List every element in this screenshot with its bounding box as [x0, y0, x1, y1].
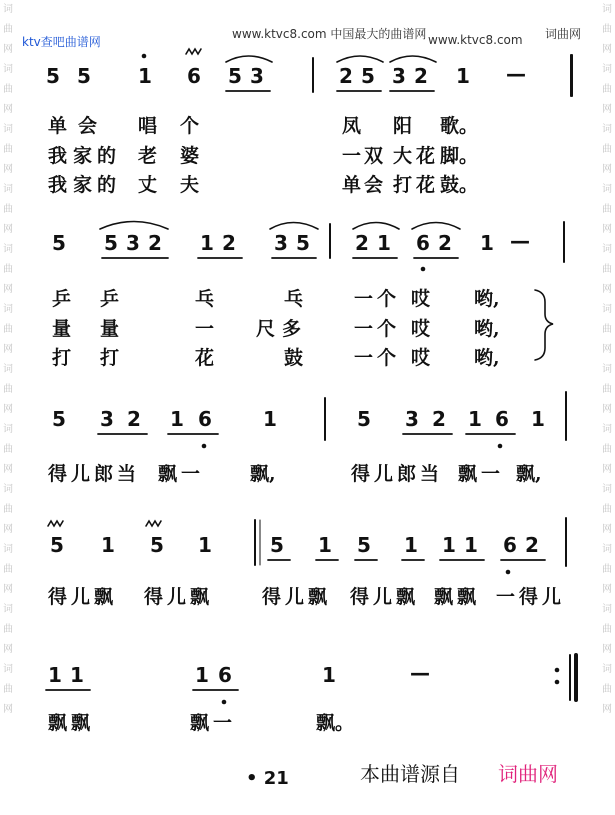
watermark-side-char: 词	[602, 64, 612, 75]
lyric: 一	[342, 145, 362, 167]
page-number: • 21	[246, 768, 289, 789]
watermark-side-char: 曲	[3, 504, 13, 515]
watermark-side-char: 词	[602, 4, 612, 15]
lyric: 哎	[411, 288, 431, 310]
dash: —	[506, 62, 526, 86]
watermark-side-char: 网	[602, 164, 612, 175]
watermark-side-char: 词	[3, 64, 13, 75]
note: 1	[48, 663, 62, 687]
lyric: 当	[420, 463, 440, 485]
note: 1	[195, 663, 209, 687]
watermark-side-char: 曲	[3, 564, 13, 575]
watermark-side-char: 网	[602, 584, 612, 595]
lyric: 的	[97, 174, 117, 196]
watermark-side-char: 曲	[3, 204, 13, 215]
lyric: 一	[481, 463, 501, 485]
watermark-side-char: 网	[3, 404, 13, 415]
watermark-top-right-label: 词曲网	[545, 27, 582, 41]
watermark-side-char: 词	[3, 244, 13, 255]
lyric: 飘	[457, 586, 477, 608]
note: 1	[404, 533, 418, 557]
lyric: 打	[100, 347, 120, 369]
lyric: 单	[342, 174, 362, 196]
lyric: 儿	[542, 586, 562, 608]
watermark-side-char: 网	[602, 464, 612, 475]
lyric: 飘。	[316, 712, 355, 734]
note: 3	[100, 407, 114, 431]
lyric: 乓	[195, 288, 215, 310]
watermark-side-char: 词	[3, 184, 13, 195]
watermark-side-char: 词	[602, 664, 612, 675]
note: 5	[150, 533, 164, 557]
lyric: 我	[48, 145, 68, 167]
watermark-side-char: 曲	[3, 24, 13, 35]
note: 1	[70, 663, 84, 687]
lyric: 家	[73, 145, 93, 167]
watermark-side-char: 词	[3, 664, 13, 675]
watermark-side-char: 词	[3, 424, 13, 435]
lyric: 夫	[180, 174, 200, 196]
lyric: 多	[282, 318, 302, 340]
watermark-side-char: 曲	[3, 684, 13, 695]
source-credit-prefix: 本曲谱源自	[360, 762, 460, 786]
note: 1	[531, 407, 545, 431]
watermark-side-char: 词	[3, 304, 13, 315]
lyric-brace	[535, 290, 553, 360]
note: 1	[442, 533, 456, 557]
lyric: 乒	[100, 288, 120, 310]
watermark-top-right-url: www.ktvc8.com	[428, 33, 523, 47]
watermark-side-char: 词	[602, 244, 612, 255]
watermark-side-char: 词	[3, 544, 13, 555]
watermark-side-char: 曲	[602, 444, 612, 455]
watermark-side-char: 网	[3, 524, 13, 535]
lyric: 凤	[342, 115, 362, 137]
lyric: 飘	[158, 463, 178, 485]
note: 5	[46, 64, 60, 88]
watermark-side-char: 网	[602, 224, 612, 235]
note: 2	[355, 231, 369, 255]
ornament-marks	[48, 49, 201, 526]
watermark-side-char: 词	[602, 604, 612, 615]
note: 5	[270, 533, 284, 557]
note: 1	[480, 231, 494, 255]
lyric: 的	[97, 145, 117, 167]
lyric: 一	[496, 586, 516, 608]
lyric: 飘	[308, 586, 328, 608]
watermark-side-char: 词	[602, 364, 612, 375]
lyric: 脚。	[440, 145, 479, 167]
lyric: 花	[195, 347, 215, 369]
watermark-side-char: 词	[602, 124, 612, 135]
note: 5	[77, 64, 91, 88]
watermark-side-char: 网	[602, 404, 612, 415]
note: 6	[495, 407, 509, 431]
note: 3	[274, 231, 288, 255]
note: 1	[464, 533, 478, 557]
note: 1	[318, 533, 332, 557]
lyric: 儿	[71, 463, 91, 485]
note: 1	[198, 533, 212, 557]
lyric: 鼓。	[440, 174, 479, 196]
lyric: 飘,	[516, 463, 542, 485]
lyric: 会	[364, 174, 384, 196]
watermark-side-char: 网	[602, 524, 612, 535]
lyric: 儿	[167, 586, 187, 608]
watermark-side-char: 曲	[3, 84, 13, 95]
lyric: 打	[52, 347, 72, 369]
watermark-side-char: 网	[3, 164, 13, 175]
watermark-side-char: 词	[3, 604, 13, 615]
octave-dots	[142, 54, 511, 705]
watermark-side-char: 曲	[3, 384, 13, 395]
lyric: 老	[138, 145, 158, 167]
note: 2	[525, 533, 539, 557]
lyric: 婆	[180, 145, 200, 167]
note: 5	[357, 533, 371, 557]
lyric: 乓	[284, 288, 304, 310]
watermark-side-char: 词	[3, 124, 13, 135]
lyric: 双	[364, 145, 384, 167]
lyric: 郎	[397, 463, 417, 485]
watermark-side-char: 网	[3, 104, 13, 115]
lyric: 哎	[411, 318, 431, 340]
watermark-side-char: 网	[3, 44, 13, 55]
lyric: 阳	[393, 115, 413, 137]
watermark-side-char: 网	[3, 644, 13, 655]
note: 1	[468, 407, 482, 431]
watermark-side-char: 网	[3, 464, 13, 475]
lyric: 一	[181, 463, 201, 485]
note: 6	[218, 663, 232, 687]
lyric: 飘	[396, 586, 416, 608]
watermark-side-char: 网	[602, 44, 612, 55]
note: 5	[361, 64, 375, 88]
lyric: 家	[73, 174, 93, 196]
note: 6	[198, 407, 212, 431]
lyric: 一	[354, 318, 374, 340]
lyric: 一	[213, 712, 233, 734]
watermark-side-char: 网	[3, 704, 13, 715]
lyric: 飘	[48, 712, 68, 734]
lyric: 儿	[373, 586, 393, 608]
note: 3	[405, 407, 419, 431]
note: 2	[438, 231, 452, 255]
lyric: 当	[117, 463, 137, 485]
note: 1	[456, 64, 470, 88]
watermark-side-char: 网	[602, 644, 612, 655]
note: 1	[322, 663, 336, 687]
watermark-side-char: 曲	[602, 24, 612, 35]
lyric: 量	[52, 318, 72, 340]
lyric: 儿	[374, 463, 394, 485]
note: 1	[170, 407, 184, 431]
watermark-side-char: 曲	[602, 384, 612, 395]
dash: —	[410, 661, 430, 685]
lyric: 我	[48, 174, 68, 196]
lyric: 得	[351, 463, 371, 485]
lyric: 花	[416, 174, 436, 196]
source-credit-site: 词曲网	[498, 762, 558, 786]
note: 5	[52, 407, 66, 431]
watermark-side-char: 词	[602, 304, 612, 315]
beam-lines	[46, 91, 545, 690]
lyric: 郎	[94, 463, 114, 485]
note: 2	[339, 64, 353, 88]
note: 3	[392, 64, 406, 88]
lyric: 飘	[94, 586, 114, 608]
note: 1	[263, 407, 277, 431]
note: 1	[138, 64, 152, 88]
note: 5	[357, 407, 371, 431]
watermark-side-char: 词	[602, 184, 612, 195]
watermark-side-char: 网	[3, 284, 13, 295]
lyric: 得	[262, 586, 282, 608]
lyric: 哟,	[474, 347, 500, 369]
barlines	[255, 55, 572, 700]
note: 5	[50, 533, 64, 557]
watermark-side-char: 词	[3, 4, 13, 15]
note: 2	[432, 407, 446, 431]
lyric: 丈	[138, 174, 158, 196]
note: 1	[377, 231, 391, 255]
lyric: 大	[393, 145, 413, 167]
watermark-side-char: 曲	[602, 504, 612, 515]
watermark-side-char: 曲	[602, 264, 612, 275]
lyric: 个	[377, 288, 397, 310]
lyric: 鼓	[284, 347, 304, 369]
watermark-side-char: 曲	[602, 564, 612, 575]
watermark-side-char: 曲	[3, 264, 13, 275]
lyric: 飘	[190, 712, 210, 734]
lyric: 一	[195, 318, 215, 340]
lyric: 量	[100, 318, 120, 340]
watermark-side-char: 曲	[602, 204, 612, 215]
lyric: 乒	[52, 288, 72, 310]
watermark-side-char: 曲	[602, 144, 612, 155]
dash: —	[510, 229, 530, 253]
watermark-side-char: 曲	[3, 144, 13, 155]
watermark-side-char: 网	[602, 344, 612, 355]
watermark-side-char: 曲	[602, 624, 612, 635]
lyric: 唱	[138, 115, 158, 137]
lyric: 飘	[458, 463, 478, 485]
note: 2	[148, 231, 162, 255]
watermark-side-char: 曲	[602, 324, 612, 335]
lyric: 得	[519, 586, 539, 608]
watermark-side-char: 网	[3, 584, 13, 595]
note: 2	[222, 231, 236, 255]
lyric: 哟,	[474, 318, 500, 340]
watermark-side-char: 曲	[3, 444, 13, 455]
lyric: 会	[78, 115, 98, 137]
lyric: 得	[48, 463, 68, 485]
note: 5	[52, 231, 66, 255]
note: 6	[503, 533, 517, 557]
lyric: 儿	[285, 586, 305, 608]
watermark-side-char: 曲	[602, 684, 612, 695]
lyric: 飘	[434, 586, 454, 608]
note: 2	[127, 407, 141, 431]
watermark-side-char: 曲	[3, 624, 13, 635]
watermark-side-char: 词	[3, 364, 13, 375]
note: 5	[228, 64, 242, 88]
slurs	[100, 56, 460, 229]
note: 1	[101, 533, 115, 557]
watermark-top-left: ktv查吧曲谱网	[22, 35, 101, 49]
watermark-side-char: 曲	[602, 84, 612, 95]
watermark-side-char: 词	[3, 484, 13, 495]
watermark-side-char: 词	[602, 544, 612, 555]
watermark-side-char: 网	[602, 284, 612, 295]
watermark-top-center: www.ktvc8.com 中国最大的曲谱网	[232, 27, 427, 41]
watermark-side-char: 词	[602, 424, 612, 435]
watermark-side-char: 网	[3, 344, 13, 355]
lyric: 得	[350, 586, 370, 608]
note: 3	[126, 231, 140, 255]
lyric: 打	[393, 174, 413, 196]
note: 5	[296, 231, 310, 255]
lyric: 哟,	[474, 288, 500, 310]
lyric: 一	[354, 288, 374, 310]
lyric: 一	[354, 347, 374, 369]
watermark-side-char: 网	[3, 224, 13, 235]
lyric: 个	[377, 318, 397, 340]
lyric: 飘	[71, 712, 91, 734]
note: 5	[104, 231, 118, 255]
lyric: 儿	[71, 586, 91, 608]
lyric: 哎	[411, 347, 431, 369]
watermark-side-char: 网	[602, 104, 612, 115]
watermark-side-char: 网	[602, 704, 612, 715]
note: 1	[200, 231, 214, 255]
lyric: 尺	[256, 318, 276, 340]
lyric: 得	[144, 586, 164, 608]
lyric: 个	[180, 115, 200, 137]
lyric: 飘	[190, 586, 210, 608]
watermark-side-char: 词	[602, 484, 612, 495]
repeat-dots	[555, 668, 560, 685]
note: 3	[250, 64, 264, 88]
watermark-side-char: 曲	[3, 324, 13, 335]
lyric: 飘,	[250, 463, 276, 485]
lyric: 单	[48, 115, 68, 137]
note: 6	[187, 64, 201, 88]
note: 2	[414, 64, 428, 88]
lyric: 歌。	[440, 115, 479, 137]
note: 6	[416, 231, 430, 255]
lyric: 得	[48, 586, 68, 608]
lyric: 个	[377, 347, 397, 369]
lyric: 花	[416, 145, 436, 167]
